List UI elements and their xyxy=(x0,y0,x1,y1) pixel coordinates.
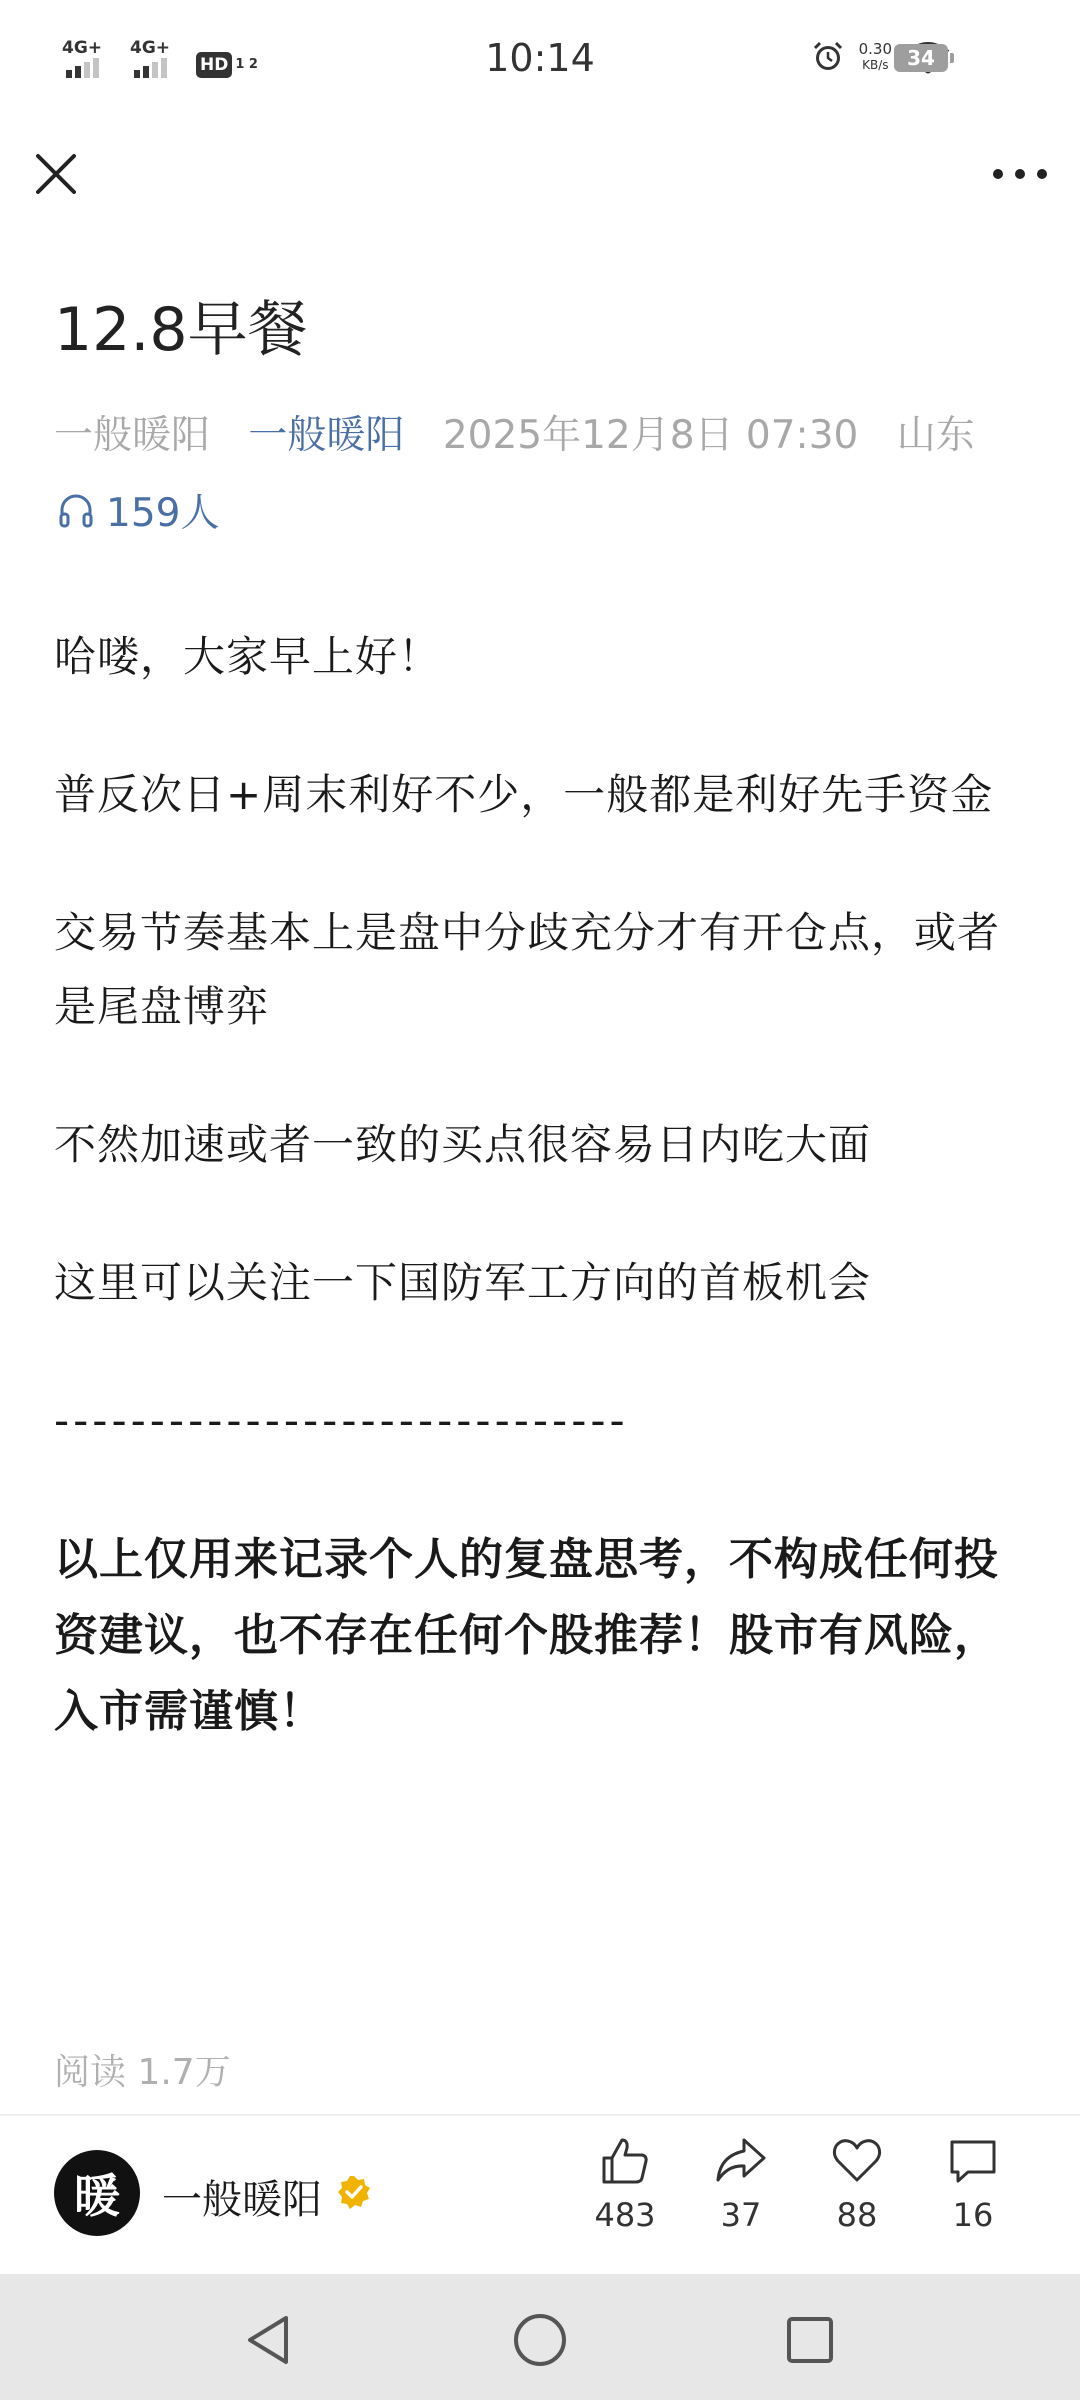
share-button[interactable] xyxy=(691,2134,791,2234)
paragraph: 交易节奏基本上是盘中分歧充分才有开仓点，或者是尾盘博弈 xyxy=(54,908,1001,1031)
avatar[interactable] xyxy=(54,2150,140,2236)
article-source: 一般暖阳 xyxy=(54,413,211,458)
listen-button[interactable] xyxy=(56,482,219,538)
heart-icon xyxy=(830,2134,884,2188)
recents-icon[interactable] xyxy=(780,2310,840,2370)
comment-count: 16 xyxy=(952,2196,994,2234)
publish-date: 2025年12月8日 07:30 xyxy=(442,413,859,458)
status-bar xyxy=(0,0,1080,124)
network-speed xyxy=(859,41,892,73)
separator-line: ------------------------------ xyxy=(54,1396,629,1445)
publish-location: 山东 xyxy=(896,413,975,458)
home-icon[interactable] xyxy=(510,2310,570,2370)
paragraph: 不然加速或者一致的买点很容易日内吃大面 xyxy=(54,1120,872,1169)
like-count: 483 xyxy=(594,2196,656,2234)
system-nav-bar xyxy=(0,2274,1080,2400)
speed-unit: KB/s xyxy=(862,58,889,72)
hd-label: HD xyxy=(196,52,232,78)
favorite-count: 88 xyxy=(836,2196,878,2234)
article-title: 12.8早餐 xyxy=(54,295,308,365)
headphones-icon xyxy=(56,490,96,530)
top-nav xyxy=(0,124,1080,234)
speed-value: 0.30 xyxy=(858,40,892,58)
hd-sub: 1 2 xyxy=(235,57,258,72)
comment-button[interactable] xyxy=(923,2134,1023,2234)
author-name[interactable]: 一般暖阳 xyxy=(162,2177,322,2223)
article-body xyxy=(54,620,1034,1750)
listener-count: 159人 xyxy=(106,491,220,536)
more-icon[interactable] xyxy=(990,162,1050,186)
like-button[interactable] xyxy=(575,2134,675,2234)
clock: 10:14 xyxy=(485,36,595,80)
comment-icon xyxy=(946,2134,1000,2188)
close-icon[interactable] xyxy=(28,146,84,202)
battery-level: 34 xyxy=(894,44,948,72)
back-icon[interactable] xyxy=(238,2310,298,2370)
network-type-1: 4G+ xyxy=(62,38,103,58)
thumbs-up-icon xyxy=(598,2134,652,2188)
network-type-2: 4G+ xyxy=(130,38,171,58)
bottom-bar xyxy=(0,2116,1080,2274)
share-count: 37 xyxy=(720,2196,762,2234)
author-link[interactable]: 一般暖阳 xyxy=(248,413,405,458)
disclaimer: 以上仅用来记录个人的复盘思考，不构成任何投资建议，也不存在任何个股推荐！股市有风险，入市需谨慎！ xyxy=(54,1534,999,1737)
share-icon xyxy=(714,2134,768,2188)
verified-icon xyxy=(336,2174,372,2210)
paragraph: 普反次日+周末利好不少，一般都是利好先手资金 xyxy=(54,770,994,819)
alarm-icon xyxy=(811,40,845,74)
read-count: 阅读 1.7万 xyxy=(54,2052,231,2093)
article-meta xyxy=(54,404,1001,460)
paragraph: 这里可以关注一下国防军工方向的首板机会 xyxy=(54,1258,872,1307)
paragraph: 哈喽，大家早上好！ xyxy=(54,632,442,681)
favorite-button[interactable] xyxy=(807,2134,907,2234)
battery-icon xyxy=(894,44,948,72)
avatar-char: 暖 xyxy=(74,2169,120,2223)
